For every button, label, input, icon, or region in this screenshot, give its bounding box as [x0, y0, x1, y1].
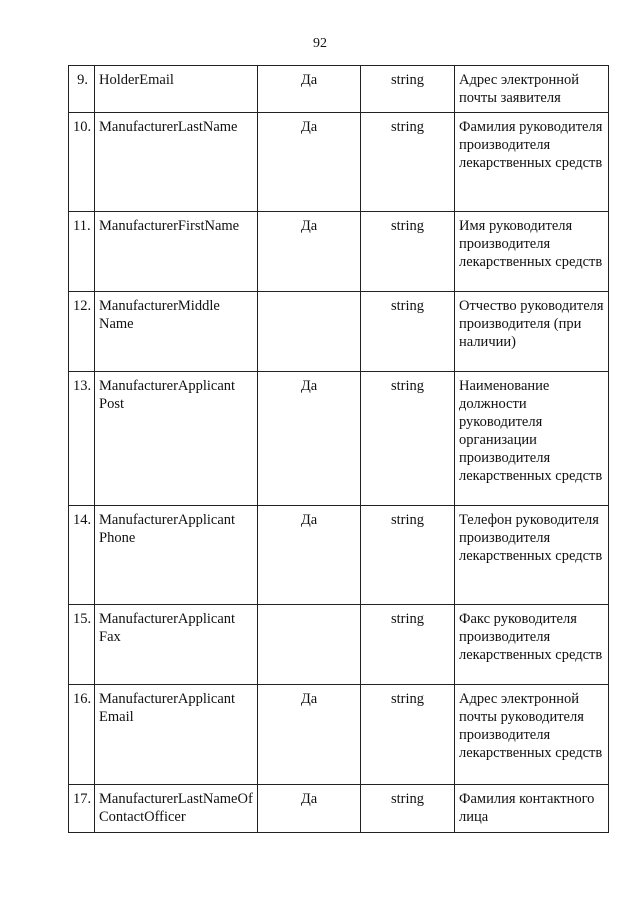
field-description: Факс руководителя производителя лекарственных средств	[455, 605, 609, 685]
row-number: 16.	[69, 685, 95, 785]
field-description: Фамилия контактного лица	[455, 785, 609, 833]
row-number: 10.	[69, 113, 95, 212]
field-description: Фамилия руководителя производителя лекарственных средств	[455, 113, 609, 212]
field-name: ManufacturerLastNameOf ContactOfficer	[95, 785, 258, 833]
field-name: ManufacturerLastName	[95, 113, 258, 212]
data-type: string	[361, 66, 455, 113]
required-flag: Да	[258, 66, 361, 113]
required-flag	[258, 605, 361, 685]
row-number: 17.	[69, 785, 95, 833]
data-type: string	[361, 372, 455, 506]
required-flag	[258, 292, 361, 372]
table-row	[69, 292, 609, 372]
table-row	[69, 506, 609, 605]
required-flag: Да	[258, 506, 361, 605]
field-name: ManufacturerApplicant Post	[95, 372, 258, 506]
data-type: string	[361, 785, 455, 833]
field-name: HolderEmail	[95, 66, 258, 113]
row-number: 11.	[69, 212, 95, 292]
data-type: string	[361, 605, 455, 685]
field-name: ManufacturerFirstName	[95, 212, 258, 292]
field-name: ManufacturerApplicant Email	[95, 685, 258, 785]
required-flag: Да	[258, 685, 361, 785]
row-number: 14.	[69, 506, 95, 605]
table-row	[69, 785, 609, 833]
table-row	[69, 212, 609, 292]
table-body	[69, 66, 609, 833]
table-row	[69, 113, 609, 212]
field-description: Отчество руководителя производителя (при наличии)	[455, 292, 609, 372]
data-type: string	[361, 113, 455, 212]
field-description: Адрес электронной почты руководителя производителя лекарственных средств	[455, 685, 609, 785]
field-description: Наименование должности руководителя организации производителя лекарственных средств	[455, 372, 609, 506]
field-name: ManufacturerMiddle Name	[95, 292, 258, 372]
field-description: Телефон руководителя производителя лекарственных средств	[455, 506, 609, 605]
table-row	[69, 372, 609, 506]
data-type: string	[361, 506, 455, 605]
data-type: string	[361, 292, 455, 372]
field-description: Адрес электронной почты заявителя	[455, 66, 609, 113]
row-number: 13.	[69, 372, 95, 506]
page-number: 92	[313, 36, 327, 51]
field-name: ManufacturerApplicant Fax	[95, 605, 258, 685]
row-number: 9.	[69, 66, 95, 113]
row-number: 12.	[69, 292, 95, 372]
required-flag: Да	[258, 212, 361, 292]
table-row	[69, 685, 609, 785]
required-flag: Да	[258, 785, 361, 833]
required-flag: Да	[258, 113, 361, 212]
table-row	[69, 605, 609, 685]
required-flag: Да	[258, 372, 361, 506]
data-type: string	[361, 212, 455, 292]
field-description: Имя руководителя производителя лекарственных средств	[455, 212, 609, 292]
field-spec-table	[68, 65, 609, 833]
data-type: string	[361, 685, 455, 785]
table-row	[69, 66, 609, 113]
row-number: 15.	[69, 605, 95, 685]
field-name: ManufacturerApplicant Phone	[95, 506, 258, 605]
